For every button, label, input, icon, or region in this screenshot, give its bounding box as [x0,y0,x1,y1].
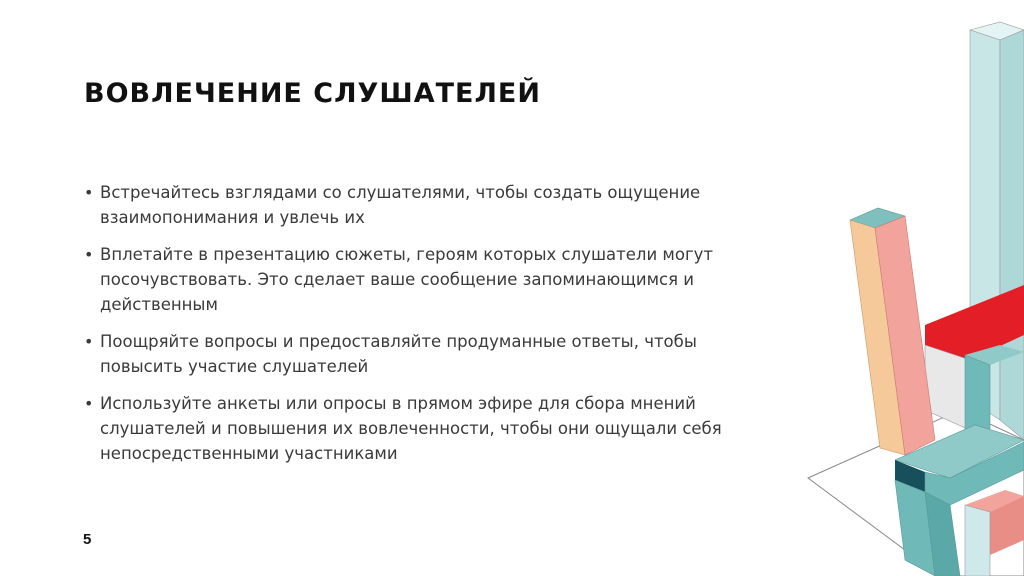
lower-light-block [965,505,990,576]
bullet-marker: • [84,332,94,351]
isometric-blocks-illustration [780,0,1024,576]
bullet-item [82,180,742,230]
bullet-text: Вплетайте в презентацию сюжеты, героям которых слушатели могут посочувствовать. Это сделает ваше сообщение запоминающимся и действенным [100,245,714,314]
bullet-text: Используйте анкеты или опросы в прямом эфире для сбора мнений слушателей и повышения их вовлеченности, чтобы они ощущали себя непосредственными участниками [100,394,722,463]
bullet-item [82,242,742,317]
bullet-text: Поощряйте вопросы и предоставляйте продуманные ответы, чтобы повысить участие слушателей [100,332,697,376]
bullet-list [82,180,742,478]
bullet-item [82,391,742,466]
bullet-text: Встречайтесь взглядами со слушателями, чтобы создать ощущение взаимопонимания и увлечь их [100,183,701,227]
tall-tower-side [1000,30,1024,440]
slide-title: ВОВЛЕЧЕНИЕ СЛУШАТЕЛЕЙ [84,78,541,109]
bullet-item [82,329,742,379]
bullet-marker: • [84,245,94,264]
page-number: 5 [83,531,92,548]
bullet-marker: • [84,394,94,413]
bullet-marker: • [84,183,94,202]
